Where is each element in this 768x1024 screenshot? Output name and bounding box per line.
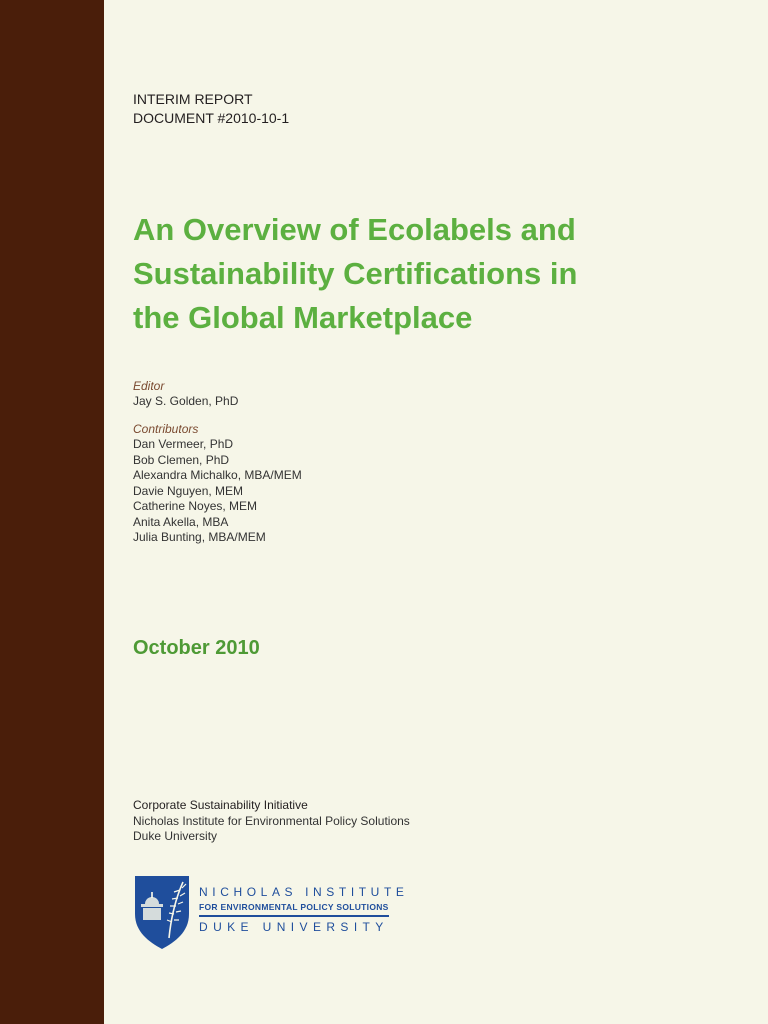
institute-name: Nicholas Institute for Environmental Policy Solutions	[133, 813, 410, 828]
editor-name: Jay S. Golden, PhD	[133, 394, 239, 408]
logo-university-text: DUKE UNIVERSITY	[199, 919, 389, 934]
contributor-name: Alexandra Michalko, MBA/MEM	[133, 468, 302, 482]
logo-divider	[199, 915, 389, 917]
university-name: Duke University	[133, 829, 218, 843]
initiative-name: Corporate Sustainability Initiative	[133, 798, 308, 812]
contributor-name: Anita Akella, MBA	[133, 514, 229, 529]
publication-date: October 2010	[133, 637, 260, 659]
contributors-label: Contributors	[133, 422, 199, 436]
logo-tagline-text: FOR ENVIRONMENTAL POLICY SOLUTIONS	[199, 902, 389, 912]
contributor-name: Julia Bunting, MBA/MEM	[133, 530, 266, 544]
contributors-block	[133, 422, 302, 546]
title-line: Sustainability Certifications in	[133, 256, 578, 291]
report-type: INTERIM REPORT	[133, 91, 253, 107]
contributor-name: Dan Vermeer, PhD	[133, 437, 234, 451]
editor-label: Editor	[133, 379, 165, 393]
cover-content	[133, 0, 748, 1024]
report-type-block	[133, 90, 289, 128]
nicholas-institute-logo	[133, 874, 408, 950]
contributor-name: Davie Nguyen, MEM	[133, 483, 244, 498]
title-line: the Global Marketplace	[133, 300, 473, 335]
editor-block	[133, 379, 238, 410]
contributor-name: Bob Clemen, PhD	[133, 452, 230, 467]
logo-wordmark	[199, 885, 408, 934]
cover-spine	[0, 0, 104, 1024]
organization-block	[133, 798, 410, 845]
page-title	[133, 208, 743, 340]
logo-institute-text: NICHOLAS INSTITUTE	[199, 885, 409, 899]
document-number: DOCUMENT #2010-10-1	[133, 110, 290, 126]
contributor-name: Catherine Noyes, MEM	[133, 499, 258, 513]
title-line: An Overview of Ecolabels and	[133, 212, 576, 247]
duke-shield-icon	[133, 874, 191, 950]
